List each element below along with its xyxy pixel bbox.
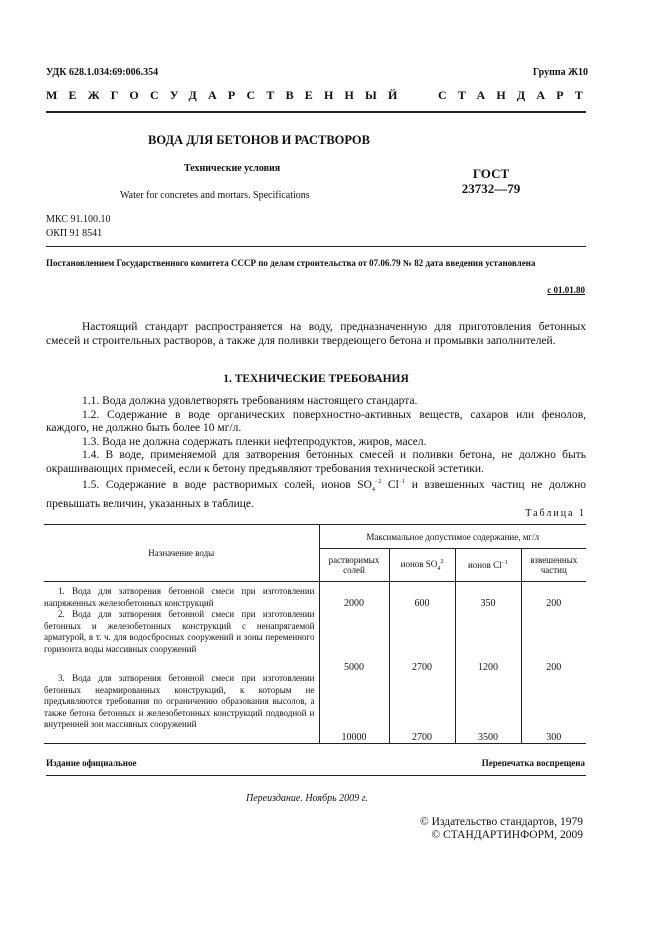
row-1-salts: 2000 — [319, 582, 389, 610]
gost-label: ГОСТ — [472, 166, 510, 181]
header-purpose: Назначение воды — [44, 525, 319, 582]
header-cl-sup: −1 — [501, 560, 509, 566]
table-caption: Таблица 1 — [525, 508, 586, 519]
row-2-so4: 2700 — [389, 609, 455, 673]
intro-paragraph: Настоящий стандарт распространяется на воду, предназначенную для приготовления бетонных смесей и строительных растворов, а также для поливки твердеющего бетона и промывки заполнителей. — [46, 321, 586, 347]
row-3-cl: 3500 — [455, 673, 521, 743]
clause-1-4: 1.4. В воде, применяемой для затворения бетонных смесей и поливки бетона, не должно быть окрашивающих примесей, если к бетону предъявляют требования технической эстетики. — [46, 449, 586, 475]
section-heading: 1. ТЕХНИЧЕСКИЕ ТРЕБОВАНИЯ — [223, 373, 409, 385]
effective-date: с 01.01.80 — [547, 285, 585, 295]
title-divider — [46, 246, 586, 247]
header-so4-sub: 4 — [437, 565, 441, 572]
gost-number: 23732—79 — [461, 181, 521, 196]
intro-block — [46, 321, 586, 348]
clause-1-5-part-b: Cl — [381, 478, 399, 491]
water-requirements-table — [44, 524, 586, 744]
udk-code: УДК 628.1.034:69:006.354 — [46, 67, 159, 78]
header-suspended-particles: взвешенных частиц — [521, 549, 586, 582]
header-max-content: Максимальное допустимое содержание, мг/л — [319, 525, 586, 549]
table-row — [44, 609, 586, 673]
clause-1-1: 1.1. Вода должна удовлетворять требованиям настоящего стандарта. — [82, 395, 418, 407]
row-2-cl: 1200 — [455, 609, 521, 673]
reissue-note: Переиздание. Ноябрь 2009 г. — [246, 793, 368, 804]
edition-official: Издание официальное — [46, 758, 137, 768]
okp-code: ОКП 91 8541 — [46, 228, 103, 239]
header-cl-text: ионов Cl — [467, 560, 502, 570]
row-1-so4: 600 — [389, 582, 455, 610]
copyright-1979: © Издательство стандартов, 1979 — [419, 816, 583, 828]
row-1-purpose: 1. Вода для затворения бетонной смеси при изготовлении напряженных железобетонных конструкций — [44, 586, 315, 608]
header-divider — [46, 111, 586, 113]
footer-divider — [46, 775, 586, 776]
copyright-2009: © СТАНДАРТИНФОРМ, 2009 — [431, 829, 583, 841]
row-2-purpose: 2. Вода для затворения бетонной смеси при изготовлении бетонных и железобетонных конструкций с ненапрягаемой арматурой, в т. ч. для водосбросных сооружений и зоны переменного горизонта воды массивных сооружений — [44, 609, 315, 654]
table-row — [44, 582, 586, 610]
document-subtitle: Технические условия — [184, 163, 281, 174]
banner-interstate: МЕЖГОСУДАРСТВЕННЫЙ — [46, 88, 409, 102]
reprint-prohibited: Перепечатка воспрещена — [481, 758, 585, 768]
mks-code: МКС 91.100.10 — [46, 214, 111, 225]
document-title-en: Water for concretes and mortars. Specifications — [120, 190, 310, 201]
row-3-purpose: 3. Вода для затворения бетонной смеси при изготовлении бетонных неармированных конструкций, к которым не предъявляются требования по ограничению образования высолов, а также бетона бетонных и железобетонных конструкций подводной и внутренней зон массивных сооружений — [44, 673, 315, 729]
clause-1-3: 1.3. Вода не должна содержать пленки нефтепродуктов, жиров, масел. — [82, 435, 427, 448]
row-3-particles: 300 — [521, 673, 586, 743]
clause-1-5-sup2: −1 — [398, 479, 406, 485]
header-so4-sup: 2 — [440, 558, 444, 565]
decree-text: Постановлением Государственного комитета СССР по делам строительства от 07.06.79 № 82 дата введения установлена — [46, 258, 536, 268]
header-so4-ions — [389, 549, 455, 582]
row-1-cl: 350 — [455, 582, 521, 610]
group-code: Группа Ж10 — [532, 67, 588, 78]
banner-standard: СТАНДАРТ — [438, 88, 595, 102]
row-2-particles: 200 — [521, 609, 586, 673]
clause-1-5-sub: 4 — [371, 487, 375, 494]
row-3-salts: 10000 — [319, 673, 389, 743]
row-1-particles: 200 — [521, 582, 586, 610]
table-row — [44, 673, 586, 743]
row-3-so4: 2700 — [389, 673, 455, 743]
clause-1-2: 1.2. Содержание в воде органических поверхностно-активных веществ, сахаров или фенолов, каждого, не должно быть более 10 мг/л. — [46, 408, 586, 434]
clause-1-5-part-a: 1.5. Содержание в воде растворимых солей, ионов SO — [82, 478, 372, 491]
clause-1-5 — [46, 476, 586, 511]
requirements-body — [46, 395, 586, 511]
header-soluble-salts: растворимых солей — [319, 549, 389, 582]
clause-1-5-sup: −2 — [374, 479, 382, 485]
clause-1-5-part-c: и взвешенных частиц не должно превышать величин, указанных в таблице. — [46, 478, 586, 510]
row-2-salts: 5000 — [319, 609, 389, 673]
header-so4-text: ионов SO — [400, 558, 438, 569]
header-cl-ions — [455, 549, 521, 582]
document-title: ВОДА ДЛЯ БЕТОНОВ И РАСТВОРОВ — [148, 133, 370, 147]
